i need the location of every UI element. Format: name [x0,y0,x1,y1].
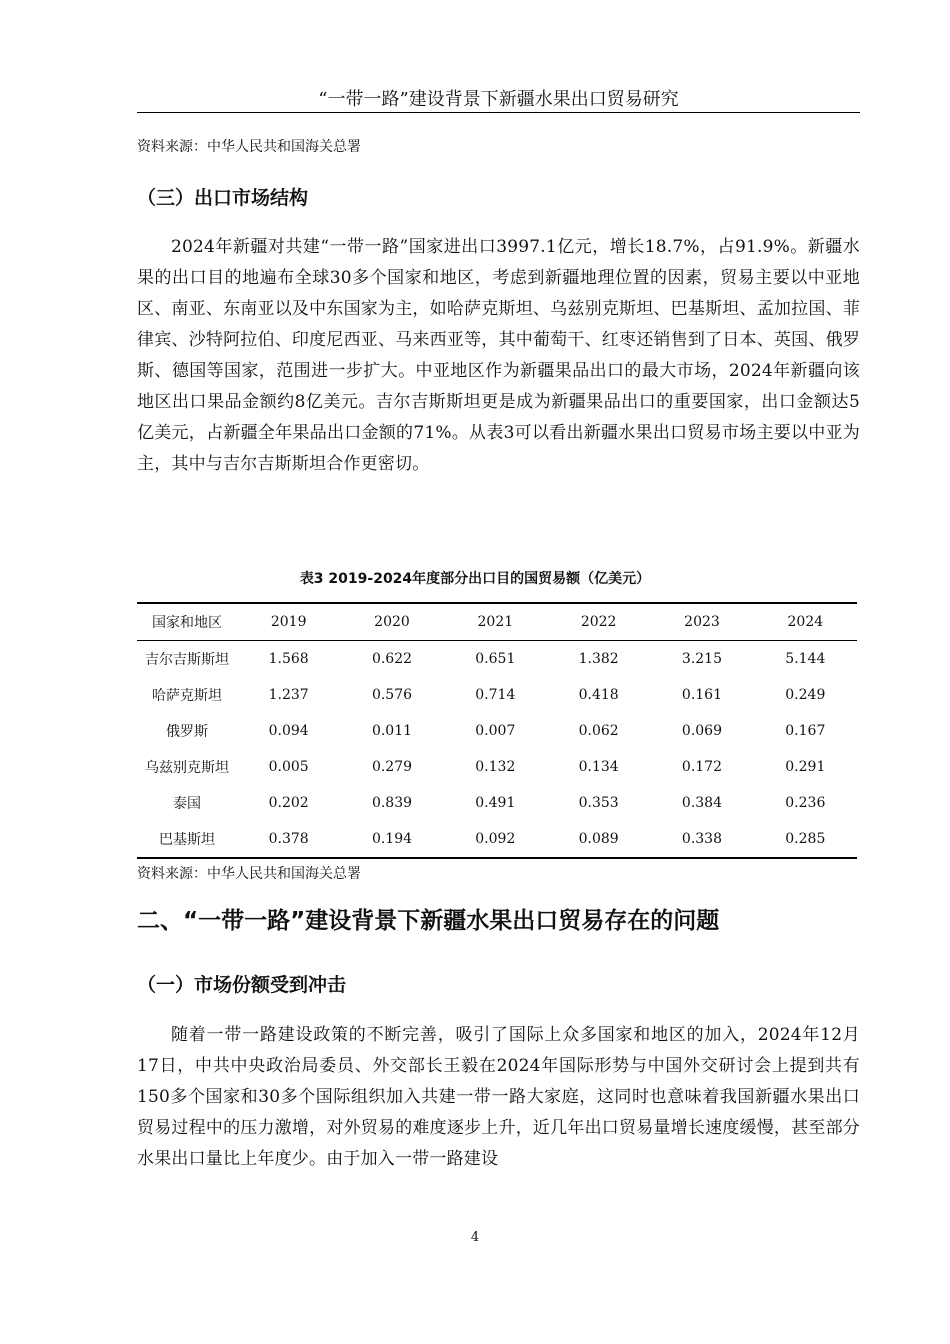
table-cell: 0.062 [578,723,619,739]
table-cell: 0.092 [475,831,516,847]
column-header: 2019 [270,614,307,630]
table-cell: 0.194 [371,831,413,847]
table-cell: 0.338 [681,831,723,847]
table-header-row [137,603,857,641]
table-cell: 0.353 [578,795,619,811]
page-number: 4 [470,1230,480,1245]
column-header: 2022 [580,614,617,630]
table-cell: 0.094 [268,723,309,739]
table-caption: 表3 2019-2024年度部分出口目的国贸易额（亿美元） [299,571,651,587]
table-cell: 吉尔吉斯斯坦 [145,652,229,668]
source-note-top: 资料来源：中华人民共和国海关总署 [137,139,361,155]
table-cell: 0.249 [785,687,826,703]
table-cell: 0.011 [371,723,413,739]
table-cell: 0.279 [371,759,413,775]
table-row [137,749,857,785]
table-cell: 乌兹别克斯坦 [145,760,229,776]
paragraph-market-share [137,1020,860,1175]
table-cell: 1.237 [268,687,309,703]
table-cell: 俄罗斯 [166,724,208,740]
paragraph-market-structure [137,232,860,480]
table-cell: 0.291 [785,759,826,775]
column-header: 2023 [684,614,720,630]
table-cell: 0.622 [371,651,413,667]
table-cell: 0.161 [681,687,723,703]
table-cell: 0.378 [268,831,309,847]
trade-table [137,602,857,859]
table-row [137,785,857,821]
section-heading-market-share: （一）市场份额受到冲击 [137,974,347,996]
table-row [137,677,857,713]
table-cell: 泰国 [173,796,201,812]
table-cell: 0.714 [475,687,516,703]
chapter-heading: 二、“一带一路”建设背景下新疆水果出口贸易存在的问题 [137,908,720,934]
table-cell: 0.069 [681,723,723,739]
column-header: 2024 [787,614,824,630]
table-cell: 0.134 [578,759,619,775]
table-cell: 哈萨克斯坦 [152,688,222,704]
table-cell: 1.568 [268,651,309,667]
source-note-table: 资料来源：中华人民共和国海关总署 [137,866,361,882]
column-header: 2021 [477,614,514,630]
column-header: 2020 [374,614,410,630]
table-row [137,821,857,858]
table-cell: 0.491 [475,795,516,811]
table-row [137,713,857,749]
column-header: 国家和地区 [152,615,222,631]
table-cell: 0.651 [475,651,516,667]
table-cell: 0.576 [371,687,413,703]
table-cell: 0.202 [268,795,309,811]
running-header: “一带一路”建设背景下新疆水果出口贸易研究 [137,88,860,113]
table-cell: 1.382 [578,651,619,667]
table-cell: 巴基斯坦 [159,832,215,848]
table-cell: 0.167 [785,723,826,739]
table-cell: 3.215 [681,651,723,667]
table-cell: 0.172 [681,759,723,775]
table-cell: 5.144 [785,651,826,667]
section-heading-market-structure: （三）出口市场结构 [137,187,309,209]
table-row [137,641,857,678]
table-cell: 0.384 [681,795,723,811]
table-cell: 0.285 [785,831,826,847]
table-cell: 0.236 [785,795,826,811]
table-cell: 0.089 [578,831,619,847]
table-cell: 0.418 [578,687,619,703]
table-cell: 0.007 [475,723,516,739]
paragraph-text: 随着一带一路建设政策的不断完善，吸引了国际上众多国家和地区的加入，2024年12月17日，中共中央政治局委员、外交部长王毅在2024年国际形势与中国外交研讨会上提到共有150多个国家和30多个国际组织加入共建一带一路大家庭，这同时也意味着我国新疆水果出口贸易过程中的压力激增，对外贸易的难度逐步上升，近几年出口贸易量增长速度缓慢，甚至部分水果出口量比上年度少。由于加入一带一路建设 [137,1025,860,1169]
table-cell: 0.839 [371,795,413,811]
table-cell: 0.005 [268,759,309,775]
paragraph-text: 2024年新疆对共建“一带一路”国家进出口3997.1亿元，增长18.7%，占91.9%。新疆水果的出口目的地遍布全球30多个国家和地区，考虑到新疆地理位置的因素，贸易主要以中亚地区、南亚、东南亚以及中东国家为主，如哈萨克斯坦、乌兹别克斯坦、巴基斯坦、孟加拉国、菲律宾、沙特阿拉伯、印度尼西亚、马来西亚等，其中葡萄干、红枣还销售到了日本、英国、俄罗斯、德国等国家，范围进一步扩大。中亚地区作为新疆果品出口的最大市场，2024年新疆向该地区出口果品金额约8亿美元。吉尔吉斯斯坦更是成为新疆果品出口的重要国家，出口金额达5亿美元，占新疆全年果品出口金额的71%。从表3可以看出新疆水果出口贸易市场主要以中亚为主，其中与吉尔吉斯斯坦合作更密切。 [137,237,860,474]
table-cell: 0.132 [475,759,516,775]
